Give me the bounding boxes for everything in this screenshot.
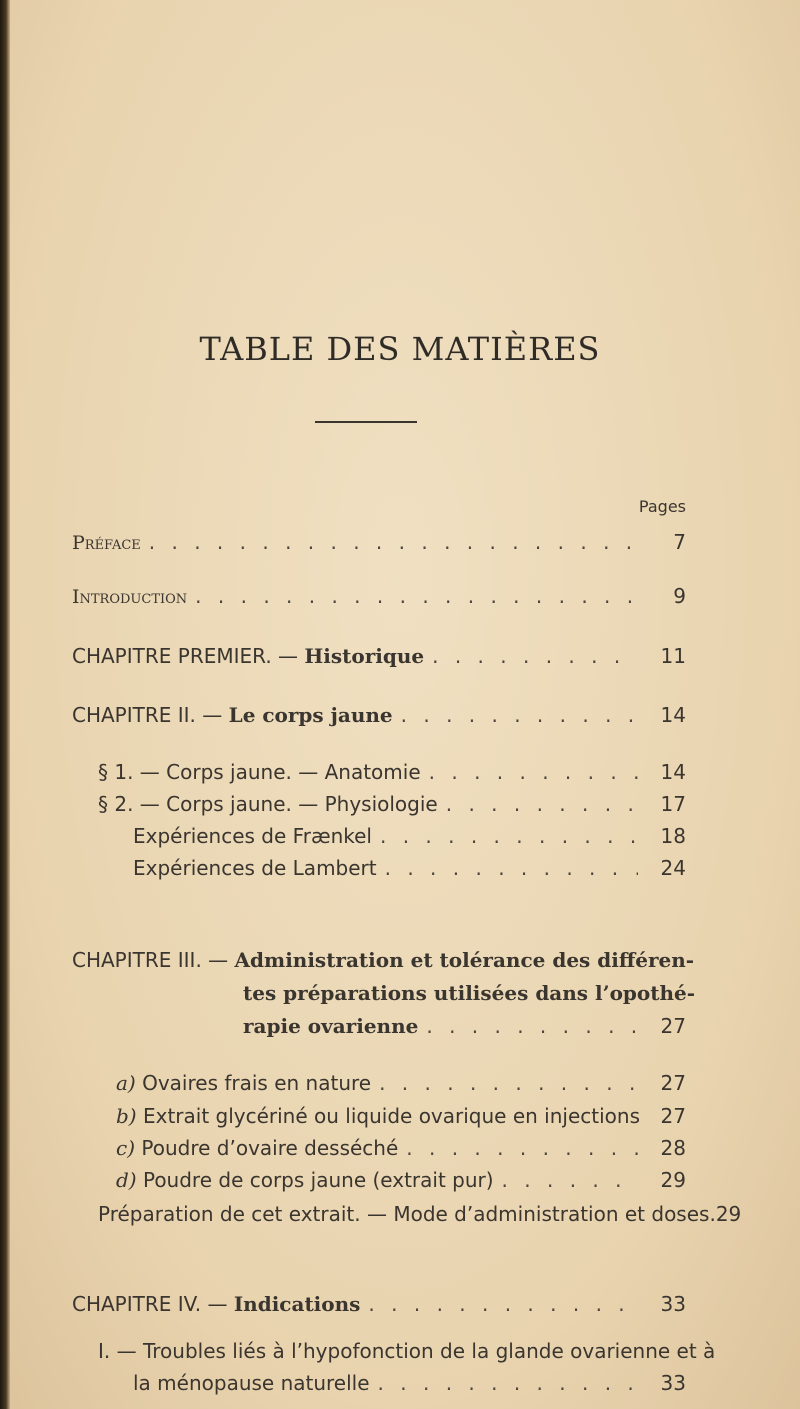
- chapter-title: Le corps jaune: [228, 703, 393, 727]
- entry-label: Expériences de Frænkel: [133, 824, 372, 848]
- dot-leader: [379, 1066, 638, 1100]
- item-marker: c): [116, 1136, 136, 1160]
- entry-page: 7: [673, 530, 686, 554]
- entry-page: 27: [660, 1071, 686, 1095]
- dot-leader: [149, 525, 638, 559]
- entry-label: Préface: [72, 532, 141, 554]
- entry-page: 9: [673, 584, 686, 608]
- toc-entry-d[interactable]: [0, 1163, 800, 1197]
- item-marker: b): [116, 1104, 137, 1128]
- title-rule: [315, 421, 417, 423]
- toc-entry-introduction[interactable]: [0, 579, 800, 613]
- toc-entry-i[interactable]: [0, 1366, 800, 1400]
- entry-label: § 1. — Corps jaune. — Anatomie: [98, 760, 421, 784]
- entry-label: Expériences de Lambert: [133, 856, 377, 880]
- entry-label: Ovaires frais en nature: [135, 1071, 372, 1095]
- entry-label: Préparation de cet extrait. — Mode d’administration et doses.: [98, 1202, 716, 1226]
- entry-page: 29: [715, 1202, 742, 1226]
- entry-page: 18: [660, 824, 686, 848]
- entry-page: 17: [660, 792, 686, 816]
- chapter-title: Indications: [233, 1292, 361, 1316]
- toc-entry-chapter-1[interactable]: [0, 639, 800, 673]
- entry-page: 29: [660, 1168, 686, 1192]
- chapter-prefix: CHAPITRE PREMIER. —: [72, 644, 305, 668]
- toc-entry-fraenkel[interactable]: [0, 819, 800, 853]
- entry-page: 11: [660, 644, 686, 668]
- entry-label: Poudre d’ovaire desséché: [135, 1136, 399, 1160]
- chapter-title: Historique: [304, 644, 425, 668]
- chapter-prefix: CHAPITRE IV. —: [72, 1292, 234, 1316]
- item-marker: d): [116, 1168, 137, 1192]
- toc-entry-a[interactable]: [0, 1066, 800, 1100]
- dot-leader: [401, 698, 638, 732]
- toc-entry-chapter-3[interactable]: [0, 1009, 800, 1043]
- toc-entry-preparation[interactable]: [0, 1197, 800, 1231]
- toc-entry-section-1[interactable]: [0, 755, 800, 789]
- entry-label: § 2. — Corps jaune. — Physiologie: [98, 792, 438, 816]
- dot-leader: [426, 1009, 638, 1043]
- dot-leader: [446, 787, 638, 821]
- dot-leader: [385, 851, 638, 885]
- dot-leader: [502, 1163, 638, 1197]
- toc-entry-chapter-2[interactable]: [0, 698, 800, 732]
- dot-leader: [195, 579, 638, 613]
- chapter-prefix: CHAPITRE II. —: [72, 703, 229, 727]
- entry-page: 27: [660, 1104, 686, 1128]
- entry-i-line-1: I. — Troubles liés à l’hypofonction de la glande ovarienne et à: [98, 1339, 716, 1363]
- entry-label: Poudre de corps jaune (extrait pur): [136, 1168, 494, 1192]
- entry-label: Introduction: [72, 586, 188, 608]
- chapter-prefix: CHAPITRE III. —: [72, 948, 235, 972]
- toc-entry-c[interactable]: [0, 1131, 800, 1165]
- entry-page: 14: [660, 760, 686, 784]
- dot-leader: [406, 1131, 638, 1165]
- entry-page: 28: [660, 1136, 686, 1160]
- toc-entry-b[interactable]: [0, 1099, 800, 1133]
- entry-page: 33: [660, 1292, 686, 1316]
- chapter-title-line-1: Administration et tolérance des différen-: [234, 948, 695, 972]
- entry-label: la ménopause naturelle: [133, 1371, 370, 1395]
- dot-leader: [368, 1287, 638, 1321]
- dot-leader: [380, 819, 638, 853]
- pages-column-label: Pages: [638, 497, 686, 516]
- dot-leader: [429, 755, 638, 789]
- entry-page: 14: [660, 703, 686, 727]
- chapter-title-line-3: rapie ovarienne: [243, 1014, 419, 1038]
- page-title: TABLE DES MATIÈRES: [199, 330, 601, 368]
- dot-leader: [432, 639, 638, 673]
- entry-label: Extrait glycériné ou liquide ovarique en injections: [136, 1104, 640, 1128]
- toc-entry-section-2[interactable]: [0, 787, 800, 821]
- toc-entry-chapter-4[interactable]: [0, 1287, 800, 1321]
- entry-page: 24: [660, 856, 686, 880]
- entry-page: 33: [660, 1371, 686, 1395]
- toc-entry-preface[interactable]: [0, 525, 800, 559]
- toc-entry-lambert[interactable]: [0, 851, 800, 885]
- dot-leader: [378, 1366, 638, 1400]
- entry-page: 27: [660, 1014, 686, 1038]
- item-marker: a): [116, 1071, 136, 1095]
- chapter-title-line-2: tes préparations utilisées dans l’opothé-: [243, 981, 696, 1005]
- chapter-3-line-1: [72, 943, 694, 977]
